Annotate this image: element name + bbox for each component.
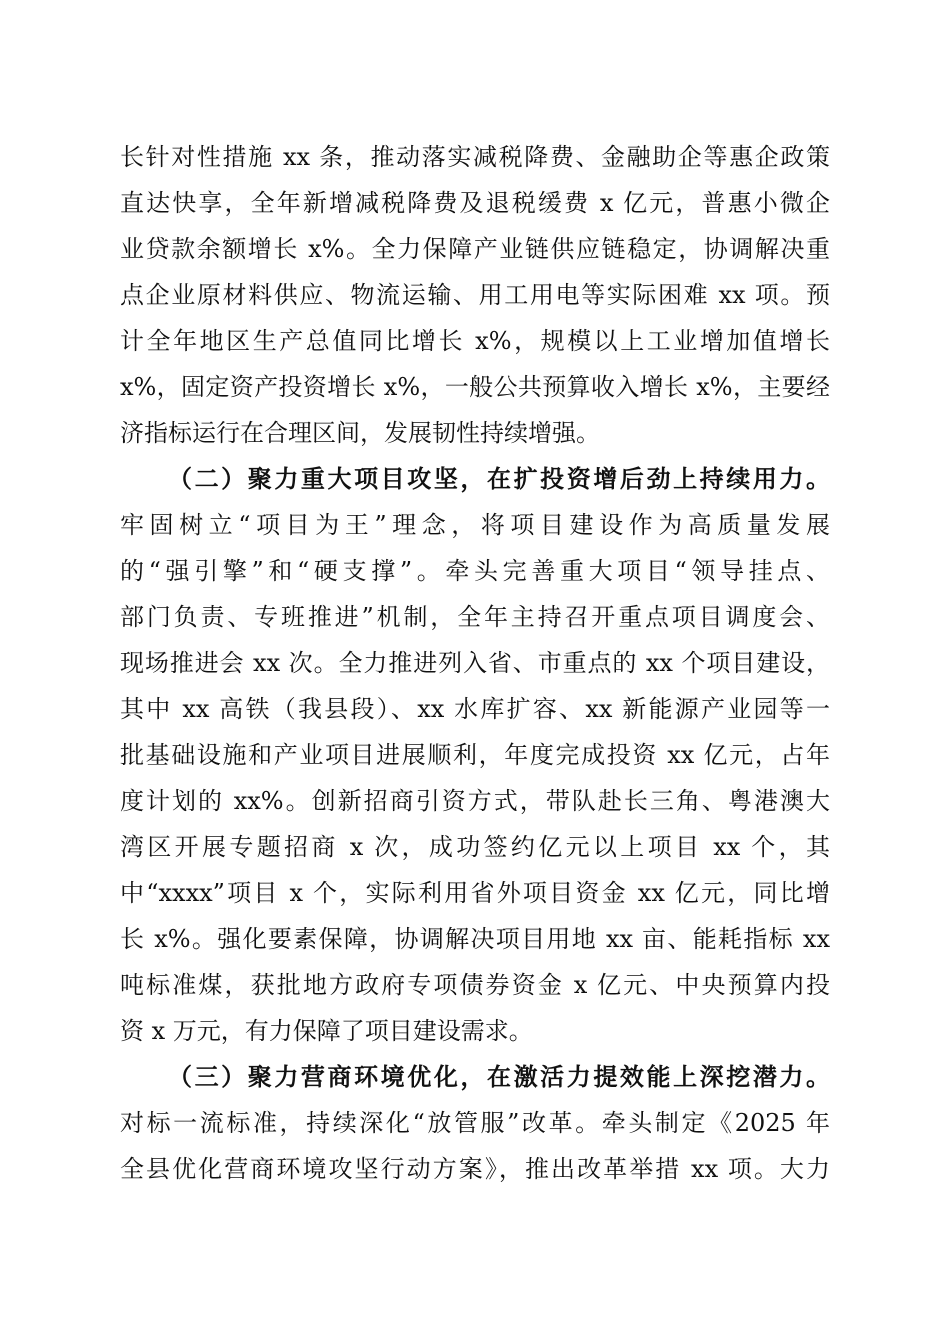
body-line: 批基础设施和产业项目进展顺利，年度完成投资 xx 亿元，占年 (120, 741, 830, 769)
body-line: 业贷款余额增长 x%。全力保障产业链供应链稳定，协调解决重 (120, 235, 830, 263)
body-line: 点企业原材料供应、物流运输、用工用电等实际困难 xx 项。预 (120, 281, 830, 309)
body-line: x%，固定资产投资增长 x%，一般公共预算收入增长 x%，主要经 (120, 373, 830, 401)
body-line: 的“强引擎”和“硬支撑”。牵头完善重大项目“领导挂点、 (120, 557, 830, 585)
body-line: 湾区开展专题招商 x 次，成功签约亿元以上项目 xx 个，其 (120, 833, 830, 861)
body-line: 其中 xx 高铁（我县段）、xx 水库扩容、xx 新能源产业园等一 (120, 695, 830, 723)
body-line: 资 x 万元，有力保障了项目建设需求。 (120, 1017, 533, 1045)
body-line: 济指标运行在合理区间，发展韧性持续增强。 (120, 419, 600, 447)
body-line: 长针对性措施 xx 条，推动落实减税降费、金融助企等惠企政策 (120, 143, 830, 171)
section-heading-3: （三）聚力营商环境优化，在激活力提效能上深挖潜力。 (168, 1062, 830, 1091)
body-line: 全县优化营商环境攻坚行动方案》，推出改革举措 xx 项。大力 (120, 1155, 830, 1183)
body-line: 部门负责、专班推进”机制，全年主持召开重点项目调度会、 (120, 603, 830, 631)
body-line: 计全年地区生产总值同比增长 x%，规模以上工业增加值增长 (120, 327, 830, 355)
section-heading-2: （二）聚力重大项目攻坚，在扩投资增后劲上持续用力。 (168, 464, 830, 493)
body-line: 牢固树立“项目为王”理念，将项目建设作为高质量发展 (120, 511, 830, 539)
body-line: 现场推进会 xx 次。全力推进列入省、市重点的 xx 个项目建设， (120, 649, 830, 677)
body-line: 吨标准煤，获批地方政府专项债券资金 x 亿元、中央预算内投 (120, 971, 830, 999)
body-line: 对标一流标准，持续深化“放管服”改革。牵头制定《2025 年 (120, 1109, 830, 1137)
body-line: 度计划的 xx%。创新招商引资方式，带队赴长三角、粤港澳大 (120, 787, 830, 815)
body-line: 直达快享，全年新增减税降费及退税缓费 x 亿元，普惠小微企 (120, 189, 830, 217)
body-line: 中“xxxx”项目 x 个，实际利用省外项目资金 xx 亿元，同比增 (120, 879, 830, 907)
body-line: 长 x%。强化要素保障，协调解决项目用地 xx 亩、能耗指标 xx (120, 925, 830, 953)
